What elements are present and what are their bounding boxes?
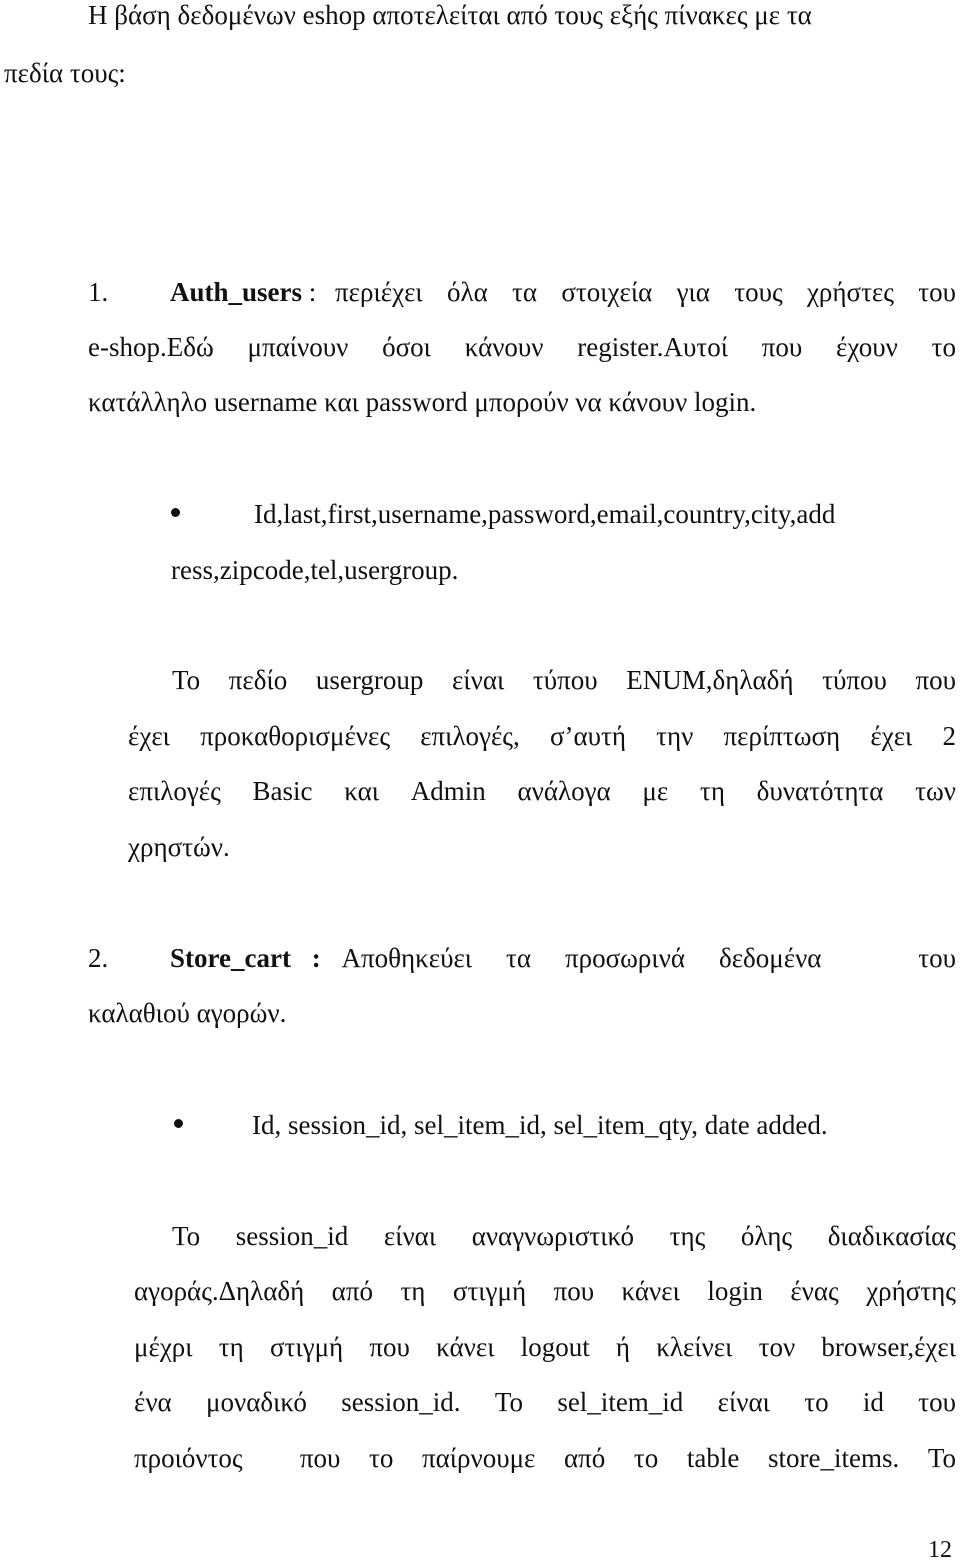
section-1-separator: :: [302, 277, 324, 307]
section-1-note-line-2: έχει προκαθορισμένες επιλογές, σ’αυτή την περίπτωση έχει 2: [128, 721, 956, 751]
section-2-fields-line-1: Id, session_id, sel_item_id, sel_item_qty, date added.: [252, 1110, 828, 1140]
section-1-fields-line-1: Id,last,first,username,password,email,country,city,add: [254, 499, 836, 529]
section-1-fields-bullet: [171, 508, 180, 517]
section-1-number: 1.: [88, 277, 109, 307]
section-2-number: 2.: [88, 943, 109, 973]
section-1-note-line-3: επιλογές Basic και Admin ανάλογα με τη δυνατότητα των: [128, 776, 956, 806]
section-1-heading: [88, 275, 956, 309]
section-1-note-line-1: Το πεδίο usergroup είναι τύπου ENUM,δηλαδή τύπου που: [172, 665, 956, 695]
page-number: 12: [928, 1537, 952, 1563]
section-2-note-line-2: αγοράς.Δηλαδή από τη στιγμή που κάνει login ένας χρήστης: [134, 1276, 956, 1306]
section-2-note-line-3: μέχρι τη στιγμή που κάνει logout ή κλείνει τον browser,έχει: [134, 1332, 956, 1362]
section-1-desc-line-3: κατάλληλο username και password μπορούν να κάνουν login.: [88, 387, 757, 417]
section-2-desc-tail: του: [918, 943, 956, 973]
section-2-note-line-4: ένα μοναδικό session_id. Το sel_item_id είναι το id του: [134, 1387, 956, 1417]
section-2-note-line-5: προιόντος που το παίρνουμε από το table store_items. Το: [134, 1443, 956, 1473]
section-1-fields-line-2: ress,zipcode,tel,usergroup.: [171, 555, 459, 585]
section-1-name: Auth_users: [170, 277, 303, 307]
section-2-name: Store_cart: [170, 943, 291, 973]
section-2-heading: [88, 941, 956, 975]
intro-line-2: πεδία τους:: [4, 58, 126, 88]
section-1-desc-line-2: e-shop.Εδώ μπαίνουν όσοι κάνουν register.Αυτοί που έχουν το: [88, 332, 956, 362]
section-2-fields-bullet: [174, 1119, 183, 1128]
section-1-desc-line-1: περιέχει όλα τα στοιχεία για τους χρήστες του: [335, 277, 956, 307]
section-2-desc-line-2: καλαθιού αγορών.: [88, 998, 287, 1028]
section-2-desc-line-1: Αποθηκεύει τα προσωρινά δεδομένα: [341, 943, 822, 973]
section-2-separator: :: [304, 943, 328, 973]
section-2-note-line-1: Το session_id είναι αναγνωριστικό της όλης διαδικασίας: [172, 1221, 956, 1251]
section-1-note-line-4: χρηστών.: [128, 832, 230, 862]
intro-line-1: Η βάση δεδομένων eshop αποτελείται από τους εξής πίνακες με τα: [88, 0, 812, 30]
